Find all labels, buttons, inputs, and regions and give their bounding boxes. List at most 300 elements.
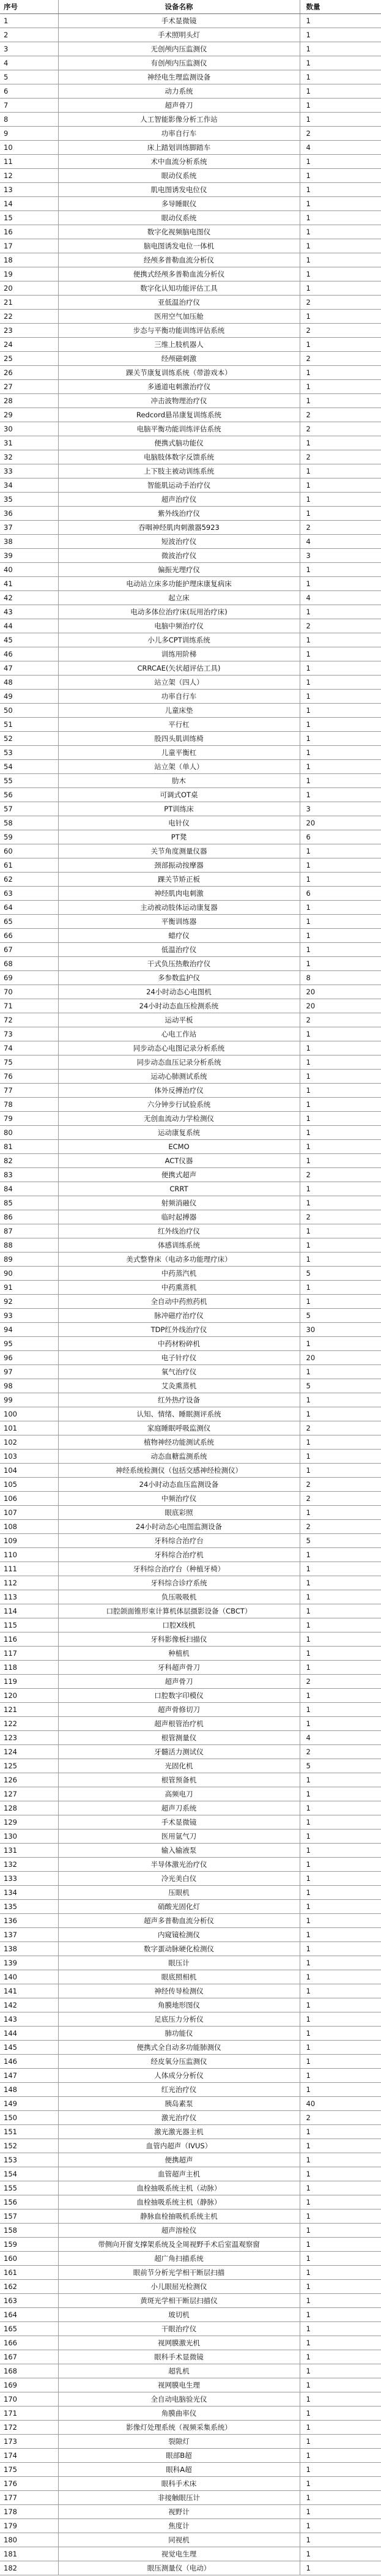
row-index: 21 xyxy=(0,296,58,310)
row-index: 28 xyxy=(0,394,58,408)
row-index: 80 xyxy=(0,1126,58,1140)
row-index: 79 xyxy=(0,1112,58,1126)
row-index: 172 xyxy=(0,2421,58,2435)
row-device-name: 电针仪 xyxy=(58,816,300,830)
row-index: 4 xyxy=(0,56,58,70)
row-index: 111 xyxy=(0,1562,58,1576)
row-device-name: 输入输液泵 xyxy=(58,1844,300,1858)
table-row xyxy=(0,450,381,464)
row-index: 134 xyxy=(0,1886,58,1900)
row-device-name: 无创血流动力学检测仪 xyxy=(58,1112,300,1126)
row-index: 31 xyxy=(0,436,58,450)
row-device-name: 心电工作站 xyxy=(58,1027,300,1041)
table-row xyxy=(0,1942,381,1956)
row-index: 53 xyxy=(0,746,58,760)
row-index: 61 xyxy=(0,858,58,873)
row-device-name: 经颅多普勒血流分析仪 xyxy=(58,253,300,267)
row-quantity: 1 xyxy=(300,310,381,324)
table-row xyxy=(0,971,381,985)
row-quantity: 1 xyxy=(300,1337,381,1351)
row-index: 47 xyxy=(0,661,58,676)
row-index: 96 xyxy=(0,1351,58,1365)
row-quantity: 1 xyxy=(300,901,381,915)
table-row xyxy=(0,1787,381,1801)
row-device-name: 亚低温治疗仪 xyxy=(58,296,300,310)
row-quantity: 1 xyxy=(300,1041,381,1055)
row-device-name: 冷光美白仪 xyxy=(58,1872,300,1886)
row-quantity: 1 xyxy=(300,2294,381,2308)
table-row xyxy=(0,985,381,999)
row-quantity: 5 xyxy=(300,1267,381,1281)
table-row xyxy=(0,1224,381,1238)
row-index: 177 xyxy=(0,2491,58,2505)
table-row xyxy=(0,1238,381,1253)
row-quantity: 1 xyxy=(300,2069,381,2083)
row-quantity: 2 xyxy=(300,1520,381,1534)
row-index: 46 xyxy=(0,647,58,661)
row-index: 32 xyxy=(0,450,58,464)
row-quantity: 1 xyxy=(300,2224,381,2238)
row-quantity: 1 xyxy=(300,746,381,760)
row-device-name: 牙科综合治疗机 xyxy=(58,1548,300,1562)
row-index: 108 xyxy=(0,1520,58,1534)
row-quantity: 1 xyxy=(300,2266,381,2280)
table-row xyxy=(0,1435,381,1450)
row-quantity: 2 xyxy=(300,1492,381,1506)
row-quantity: 1 xyxy=(300,774,381,788)
table-row xyxy=(0,169,381,183)
row-index: 166 xyxy=(0,2336,58,2350)
row-index: 49 xyxy=(0,690,58,704)
row-device-name: 手术照明头灯 xyxy=(58,28,300,42)
row-quantity: 4 xyxy=(300,591,381,605)
row-index: 114 xyxy=(0,1604,58,1618)
row-device-name: 眼动仪系统 xyxy=(58,211,300,225)
row-index: 140 xyxy=(0,1970,58,1984)
row-quantity: 2 xyxy=(300,1745,381,1759)
row-device-name: 人体成分分析仪 xyxy=(58,2069,300,2083)
row-device-name: 血栓抽吸系统主机（静脉） xyxy=(58,2195,300,2209)
row-device-name: 蜡疗仪 xyxy=(58,929,300,943)
row-device-name: 踝关节康复训练系统（带游戏本） xyxy=(58,366,300,380)
table-row xyxy=(0,2139,381,2153)
row-index: 161 xyxy=(0,2266,58,2280)
row-index: 121 xyxy=(0,1703,58,1717)
row-device-name: 视野计 xyxy=(58,2505,300,2519)
table-row xyxy=(0,211,381,225)
row-index: 152 xyxy=(0,2139,58,2153)
table-row xyxy=(0,1759,381,1773)
row-index: 160 xyxy=(0,2252,58,2266)
row-quantity: 1 xyxy=(300,2533,381,2547)
row-index: 142 xyxy=(0,1998,58,2012)
row-device-name: 24小时动态心电图机 xyxy=(58,985,300,999)
table-row xyxy=(0,2392,381,2407)
table-row xyxy=(0,1421,381,1435)
row-quantity: 1 xyxy=(300,155,381,169)
row-device-name: 超声刀系统 xyxy=(58,1801,300,1815)
table-row xyxy=(0,2041,381,2055)
row-index: 163 xyxy=(0,2294,58,2308)
row-device-name: 紫外线治疗仪 xyxy=(58,507,300,521)
row-device-name: 训练用阶梯 xyxy=(58,647,300,661)
row-device-name: 根管测量仪 xyxy=(58,1731,300,1745)
row-device-name: 干式负压热敷治疗仪 xyxy=(58,957,300,971)
row-index: 110 xyxy=(0,1548,58,1562)
row-quantity: 1 xyxy=(300,1830,381,1844)
row-device-name: 可调式OT桌 xyxy=(58,788,300,802)
table-row xyxy=(0,253,381,267)
row-index: 33 xyxy=(0,464,58,478)
row-index: 179 xyxy=(0,2519,58,2533)
row-quantity: 6 xyxy=(300,830,381,844)
row-quantity: 1 xyxy=(300,1604,381,1618)
row-quantity: 1 xyxy=(300,253,381,267)
row-index: 88 xyxy=(0,1238,58,1253)
row-index: 170 xyxy=(0,2392,58,2407)
row-index: 141 xyxy=(0,1984,58,1998)
row-quantity: 1 xyxy=(300,70,381,84)
header-index: 序号 xyxy=(0,0,58,14)
row-device-name: 超声治疗仪 xyxy=(58,493,300,507)
table-row xyxy=(0,1703,381,1717)
row-index: 78 xyxy=(0,1098,58,1112)
row-index: 70 xyxy=(0,985,58,999)
row-quantity: 40 xyxy=(300,2097,381,2111)
row-index: 11 xyxy=(0,155,58,169)
row-device-name: ECMO xyxy=(58,1140,300,1154)
row-quantity: 1 xyxy=(300,1154,381,1168)
table-row xyxy=(0,183,381,197)
row-device-name: 口腔数字印模仪 xyxy=(58,1689,300,1703)
row-index: 93 xyxy=(0,1309,58,1323)
row-quantity: 2 xyxy=(300,422,381,436)
row-index: 65 xyxy=(0,915,58,929)
row-quantity: 1 xyxy=(300,2378,381,2392)
row-quantity: 2 xyxy=(300,1478,381,1492)
row-index: 154 xyxy=(0,2167,58,2181)
row-index: 83 xyxy=(0,1168,58,1182)
table-row xyxy=(0,1675,381,1689)
row-device-name: 经颅磁刺激 xyxy=(58,352,300,366)
table-row xyxy=(0,1900,381,1914)
row-device-name: 全自动中药煎药机 xyxy=(58,1295,300,1309)
row-quantity: 1 xyxy=(300,1295,381,1309)
table-row xyxy=(0,591,381,605)
table-row xyxy=(0,1717,381,1731)
table-row xyxy=(0,1590,381,1604)
row-index: 36 xyxy=(0,507,58,521)
table-row xyxy=(0,633,381,647)
row-index: 90 xyxy=(0,1267,58,1281)
row-device-name: 牙髓活力测试仪 xyxy=(58,1745,300,1759)
row-device-name: 眼压测量仪（电动） xyxy=(58,2561,300,2575)
row-device-name: 短波治疗仪 xyxy=(58,535,300,549)
table-row xyxy=(0,2027,381,2041)
row-quantity: 2 xyxy=(300,2111,381,2125)
row-quantity: 2 xyxy=(300,521,381,535)
row-device-name: 眼底照相机 xyxy=(58,1970,300,1984)
row-index: 95 xyxy=(0,1337,58,1351)
table-row xyxy=(0,2505,381,2519)
row-quantity: 1 xyxy=(300,464,381,478)
row-device-name: 裂隙灯 xyxy=(58,2435,300,2449)
row-quantity: 1 xyxy=(300,1365,381,1379)
row-device-name: 多通道电刺激治疗仪 xyxy=(58,380,300,394)
table-row xyxy=(0,760,381,774)
row-index: 57 xyxy=(0,802,58,816)
row-quantity: 1 xyxy=(300,2561,381,2575)
row-quantity: 1 xyxy=(300,2041,381,2055)
table-row xyxy=(0,661,381,676)
row-index: 91 xyxy=(0,1281,58,1295)
table-row xyxy=(0,690,381,704)
row-device-name: 电脑中频治疗仪 xyxy=(58,619,300,633)
row-device-name: 干眼治疗仪 xyxy=(58,2322,300,2336)
row-device-name: 口腔X线机 xyxy=(58,1618,300,1632)
row-device-name: 内窥镜检测仪 xyxy=(58,1928,300,1942)
row-index: 76 xyxy=(0,1070,58,1084)
table-row xyxy=(0,380,381,394)
row-quantity: 1 xyxy=(300,2139,381,2153)
row-device-name: 角膜曲率仪 xyxy=(58,2407,300,2421)
table-row xyxy=(0,999,381,1013)
table-row xyxy=(0,1632,381,1647)
row-quantity: 8 xyxy=(300,971,381,985)
row-quantity: 1 xyxy=(300,1590,381,1604)
row-index: 74 xyxy=(0,1041,58,1055)
row-device-name: TDP红外线治疗仪 xyxy=(58,1323,300,1337)
row-index: 69 xyxy=(0,971,58,985)
row-device-name: 电脑平衡功能训练评估系统 xyxy=(58,422,300,436)
table-row xyxy=(0,915,381,929)
row-quantity: 1 xyxy=(300,732,381,746)
row-index: 84 xyxy=(0,1182,58,1196)
table-row xyxy=(0,366,381,380)
row-quantity: 2 xyxy=(300,619,381,633)
table-row xyxy=(0,577,381,591)
row-quantity: 2 xyxy=(300,1675,381,1689)
row-device-name: 眼科手术床 xyxy=(58,2477,300,2491)
row-index: 56 xyxy=(0,788,58,802)
table-row xyxy=(0,2280,381,2294)
table-row xyxy=(0,155,381,169)
row-device-name: 关节角度测量仪器 xyxy=(58,844,300,858)
row-device-name: 神经系统检测仪（包括交感神经检测仪） xyxy=(58,1464,300,1478)
row-device-name: 数字蛋动脉硬化检测仪 xyxy=(58,1942,300,1956)
table-row xyxy=(0,2209,381,2224)
row-quantity: 1 xyxy=(300,211,381,225)
table-row xyxy=(0,1337,381,1351)
row-index: 50 xyxy=(0,704,58,718)
table-row xyxy=(0,324,381,338)
table-row xyxy=(0,2055,381,2069)
table-row xyxy=(0,957,381,971)
table-row xyxy=(0,2266,381,2280)
row-index: 29 xyxy=(0,408,58,422)
row-device-name: 电子针疗仪 xyxy=(58,1351,300,1365)
row-quantity: 1 xyxy=(300,1464,381,1478)
row-device-name: 血栓抽吸系统主机（动脉） xyxy=(58,2181,300,2195)
row-index: 87 xyxy=(0,1224,58,1238)
row-device-name: 半导体激光治疗仪 xyxy=(58,1858,300,1872)
row-quantity: 1 xyxy=(300,690,381,704)
row-index: 44 xyxy=(0,619,58,633)
row-device-name: 美式整脊床（电动多功能理疗床） xyxy=(58,1253,300,1267)
row-index: 156 xyxy=(0,2195,58,2209)
row-quantity: 1 xyxy=(300,1858,381,1872)
row-index: 48 xyxy=(0,676,58,690)
table-row xyxy=(0,2378,381,2392)
row-quantity: 1 xyxy=(300,1773,381,1787)
row-device-name: 胰岛素泵 xyxy=(58,2097,300,2111)
row-index: 66 xyxy=(0,929,58,943)
row-quantity: 1 xyxy=(300,1928,381,1942)
row-quantity: 1 xyxy=(300,1703,381,1717)
table-row xyxy=(0,1393,381,1407)
table-row xyxy=(0,1196,381,1210)
row-index: 120 xyxy=(0,1689,58,1703)
row-device-name: 超声骨修切刀 xyxy=(58,1703,300,1717)
row-index: 5 xyxy=(0,70,58,84)
table-row xyxy=(0,2125,381,2139)
row-device-name: 床上踏划训练脚踏车 xyxy=(58,141,300,155)
row-quantity: 1 xyxy=(300,1407,381,1421)
row-quantity: 20 xyxy=(300,1351,381,1365)
row-device-name: 艾灸熏蒸机 xyxy=(58,1379,300,1393)
row-device-name: 同步动态心电图记录分析系统 xyxy=(58,1041,300,1055)
row-quantity: 2 xyxy=(300,324,381,338)
row-quantity: 1 xyxy=(300,957,381,971)
row-device-name: 认知、情绪、睡眠测评系统 xyxy=(58,1407,300,1421)
row-quantity: 2 xyxy=(300,450,381,464)
row-index: 19 xyxy=(0,267,58,281)
row-device-name: 手术显微镜 xyxy=(58,14,300,28)
table-row xyxy=(0,1506,381,1520)
table-row xyxy=(0,225,381,239)
row-index: 147 xyxy=(0,2069,58,2083)
table-row xyxy=(0,2421,381,2435)
table-row xyxy=(0,1267,381,1281)
table-row xyxy=(0,1070,381,1084)
table-row xyxy=(0,1745,381,1759)
row-quantity: 1 xyxy=(300,2195,381,2209)
row-index: 3 xyxy=(0,42,58,56)
row-index: 35 xyxy=(0,493,58,507)
row-quantity: 4 xyxy=(300,535,381,549)
row-device-name: 眼底彩照 xyxy=(58,1506,300,1520)
row-index: 136 xyxy=(0,1914,58,1928)
table-row xyxy=(0,746,381,760)
row-device-name: 体外反搏治疗仪 xyxy=(58,1084,300,1098)
row-quantity: 1 xyxy=(300,1956,381,1970)
row-quantity: 1 xyxy=(300,14,381,28)
row-device-name: 儿童床垫 xyxy=(58,704,300,718)
row-device-name: 步态与平衡功能训练评估系统 xyxy=(58,324,300,338)
row-device-name: 光固化机 xyxy=(58,1759,300,1773)
row-quantity: 2 xyxy=(300,408,381,422)
table-row xyxy=(0,2167,381,2181)
row-device-name: 影像灯处理系统（视频采集系统） xyxy=(58,2421,300,2435)
row-quantity: 30 xyxy=(300,1323,381,1337)
row-quantity: 1 xyxy=(300,478,381,493)
row-quantity: 1 xyxy=(300,2125,381,2139)
row-quantity: 1 xyxy=(300,2407,381,2421)
row-device-name: 中药熏蒸机 xyxy=(58,1281,300,1295)
row-quantity: 1 xyxy=(300,267,381,281)
table-row xyxy=(0,1956,381,1970)
row-device-name: 玻切机 xyxy=(58,2308,300,2322)
row-quantity: 1 xyxy=(300,2322,381,2336)
row-quantity: 5 xyxy=(300,1759,381,1773)
row-quantity: 1 xyxy=(300,2252,381,2266)
table-row xyxy=(0,1562,381,1576)
row-device-name: 24小时动态心电图监测设备 xyxy=(58,1520,300,1534)
row-device-name: 六分钟步行试验系统 xyxy=(58,1098,300,1112)
row-quantity: 1 xyxy=(300,2435,381,2449)
row-device-name: 眼科A超 xyxy=(58,2463,300,2477)
row-device-name: 黄斑光学相干断层扫描仪 xyxy=(58,2294,300,2308)
row-device-name: 运动康复系统 xyxy=(58,1126,300,1140)
row-quantity: 20 xyxy=(300,999,381,1013)
table-row xyxy=(0,267,381,281)
table-row xyxy=(0,1492,381,1506)
row-device-name: 眼动仪系统 xyxy=(58,169,300,183)
table-row xyxy=(0,1013,381,1027)
row-index: 155 xyxy=(0,2181,58,2195)
table-row xyxy=(0,1112,381,1126)
table-row xyxy=(0,394,381,408)
row-index: 2 xyxy=(0,28,58,42)
row-index: 67 xyxy=(0,943,58,957)
row-device-name: 超声根管治疗机 xyxy=(58,1717,300,1731)
row-index: 181 xyxy=(0,2547,58,2561)
row-device-name: 牙科超声骨刀 xyxy=(58,1661,300,1675)
row-device-name: 低温治疗仪 xyxy=(58,943,300,957)
table-row xyxy=(0,2364,381,2378)
row-device-name: 中药蒸汽机 xyxy=(58,1267,300,1281)
row-quantity: 1 xyxy=(300,1787,381,1801)
row-index: 16 xyxy=(0,225,58,239)
row-index: 59 xyxy=(0,830,58,844)
row-index: 149 xyxy=(0,2097,58,2111)
row-quantity: 1 xyxy=(300,1844,381,1858)
row-device-name: 超声多普勒血流分析仪 xyxy=(58,1914,300,1928)
row-index: 124 xyxy=(0,1745,58,1759)
row-quantity: 1 xyxy=(300,507,381,521)
row-index: 40 xyxy=(0,563,58,577)
table-row xyxy=(0,802,381,816)
table-row xyxy=(0,2181,381,2195)
row-device-name: 临时起搏器 xyxy=(58,1210,300,1224)
row-quantity: 1 xyxy=(300,28,381,42)
row-quantity: 1 xyxy=(300,1253,381,1267)
row-device-name: 术中血流分析系统 xyxy=(58,155,300,169)
row-quantity: 1 xyxy=(300,873,381,887)
table-row xyxy=(0,2097,381,2111)
table-row xyxy=(0,464,381,478)
row-quantity: 1 xyxy=(300,1238,381,1253)
row-device-name: 电脑肢体数字反馈系统 xyxy=(58,450,300,464)
table-row xyxy=(0,1365,381,1379)
row-quantity: 1 xyxy=(300,1126,381,1140)
table-row xyxy=(0,1815,381,1830)
table-row xyxy=(0,99,381,113)
row-quantity: 1 xyxy=(300,1647,381,1661)
row-index: 10 xyxy=(0,141,58,155)
table-row xyxy=(0,2308,381,2322)
row-index: 14 xyxy=(0,197,58,211)
